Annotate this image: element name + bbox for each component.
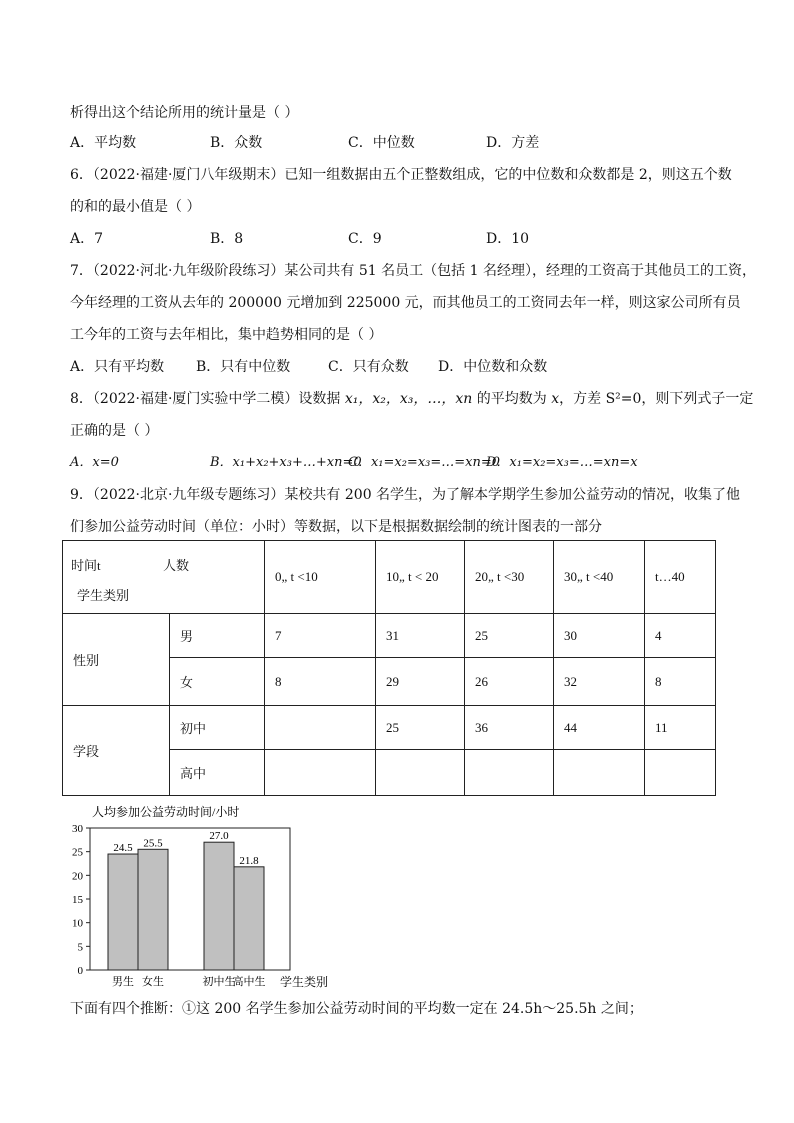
q6-option-c: C．9 <box>348 231 382 247</box>
row-label: 女 <box>170 658 265 706</box>
row-label: 高中 <box>170 750 265 796</box>
q7-option-d: D．中位数和众数 <box>438 359 548 375</box>
column-header: 10„ t < 20 <box>376 541 465 614</box>
category-label: 高中生 <box>232 976 266 988</box>
q8-option-b: B．x₁+x₂+x₃+…+xn=0 <box>210 455 362 470</box>
q7-option-c: C．只有众数 <box>328 359 409 375</box>
table-cell: 26 <box>465 658 554 706</box>
table-cell: 8 <box>265 658 376 706</box>
x-axis-label: 学生类别 <box>280 975 329 989</box>
group-label-stage: 学段 <box>63 706 170 796</box>
table-cell: 31 <box>376 614 465 658</box>
table-cell: 25 <box>465 614 554 658</box>
category-label: 女生 <box>142 976 164 988</box>
column-header: 20„ t <30 <box>465 541 554 614</box>
category-label: 初中生 <box>202 976 236 988</box>
bar-value-label: 24.5 <box>113 842 133 855</box>
q6-option-a: A．7 <box>70 231 104 247</box>
bar <box>204 842 234 970</box>
q5-option-d: D．方差 <box>486 135 540 151</box>
table-cell <box>465 750 554 796</box>
table-cell <box>265 706 376 750</box>
y-tick-label: 5 <box>77 941 83 954</box>
column-header: t…40 <box>645 541 716 614</box>
q6-option-b: B．8 <box>210 231 244 247</box>
q6-option-d: D．10 <box>486 231 530 247</box>
diagonal-header-cell <box>63 541 265 614</box>
bar-value-label: 27.0 <box>209 830 229 843</box>
q8-option-a: A．x=0 <box>70 455 119 470</box>
y-tick-label: 0 <box>77 965 83 977</box>
q8-text-2: 的平均数为 <box>472 391 552 407</box>
header-category: 学生类别 <box>77 588 130 603</box>
header-people: 人数 <box>163 558 190 573</box>
question-8-line-2: 正确的是（ ） <box>70 423 159 439</box>
q5-option-a: A．平均数 <box>70 135 137 151</box>
y-tick-label: 10 <box>72 917 83 930</box>
q8-option-d: D．x₁=x₂=x₃=…=xn=x <box>486 455 638 470</box>
bar-chart <box>60 800 350 992</box>
column-header: 30„ t <40 <box>554 541 645 614</box>
bar <box>234 867 264 970</box>
question-5-tail: 析得出这个结论所用的统计量是（ ） <box>70 105 299 121</box>
question-7-line-2: 今年经理的工资从去年的 200000 元增加到 225000 元，而其他员工的工资同去年一样，则这家公司所有员 <box>70 295 741 311</box>
y-tick-label: 20 <box>72 870 83 883</box>
table-cell <box>554 750 645 796</box>
question-6-line-1: 6．（2022·福建·厦门八年级期末）已知一组数据由五个正整数组成，它的中位数和众数都是 2，则这五个数 <box>70 167 732 183</box>
table-cell <box>645 750 716 796</box>
q8-text-1: 8．（2022·福建·厦门实验中学二模）设数据 <box>70 391 345 407</box>
q8-variables: x₁，x₂，x₃，…，xn <box>344 391 473 407</box>
question-7-line-3: 工今年的工资与去年相比，集中趋势相同的是（ ） <box>70 327 383 343</box>
header-time: 时间t <box>71 558 101 573</box>
table-cell <box>376 750 465 796</box>
q5-option-c: C．中位数 <box>348 135 415 151</box>
q7-option-b: B．只有中位数 <box>196 359 291 375</box>
row-label: 初中 <box>170 706 265 750</box>
q8-option-c: C．x₁=x₂=x₃=…=xn=0 <box>348 455 501 470</box>
table-cell: 30 <box>554 614 645 658</box>
inference-1: 下面有四个推断：①这 200 名学生参加公益劳动时间的平均数一定在 24.5h～25.5h 之间； <box>70 1001 643 1017</box>
table-cell: 7 <box>265 614 376 658</box>
table-cell <box>265 750 376 796</box>
table-cell: 29 <box>376 658 465 706</box>
question-9-line-2: 们参加公益劳动时间（单位：小时）等数据，以下是根据数据绘制的统计图表的一部分 <box>70 519 602 535</box>
table-cell: 44 <box>554 706 645 750</box>
bar <box>108 854 138 970</box>
question-6-line-2: 的和的最小值是（ ） <box>70 199 201 215</box>
table-cell: 4 <box>645 614 716 658</box>
statistics-table <box>62 540 716 796</box>
y-tick-label: 30 <box>72 823 83 835</box>
group-label-gender: 性别 <box>63 614 170 706</box>
q8-text-3: ，方差 S²=0，则下列式子一定 <box>559 391 754 407</box>
table-cell: 25 <box>376 706 465 750</box>
row-label: 男 <box>170 614 265 658</box>
q5-option-b: B．众数 <box>210 135 263 151</box>
y-tick-label: 15 <box>72 894 83 906</box>
chart-title: 人均参加公益劳动时间/小时 <box>92 805 240 819</box>
bar <box>138 849 168 970</box>
table-cell: 32 <box>554 658 645 706</box>
question-9-line-1: 9．（2022·北京·九年级专题练习）某校共有 200 名学生，为了解本学期学生参加公益劳动的情况，收集了他 <box>70 487 741 503</box>
y-tick-label: 25 <box>72 846 83 859</box>
question-7-line-1: 7．（2022·河北·九年级阶段练习）某公司共有 51 名员工（包括 1 名经理），经理的工资高于其他员工的工资， <box>70 263 756 279</box>
category-label: 男生 <box>112 976 134 988</box>
q8-mean-symbol: x <box>551 391 560 407</box>
q7-option-a: A．只有平均数 <box>70 359 165 375</box>
table-cell: 8 <box>645 658 716 706</box>
table-cell: 36 <box>465 706 554 750</box>
column-header: 0„ t <10 <box>265 541 376 614</box>
question-8-line-1 <box>70 390 753 408</box>
bar-value-label: 25.5 <box>143 837 163 850</box>
table-cell: 11 <box>645 706 716 750</box>
bar-value-label: 21.8 <box>239 854 259 867</box>
